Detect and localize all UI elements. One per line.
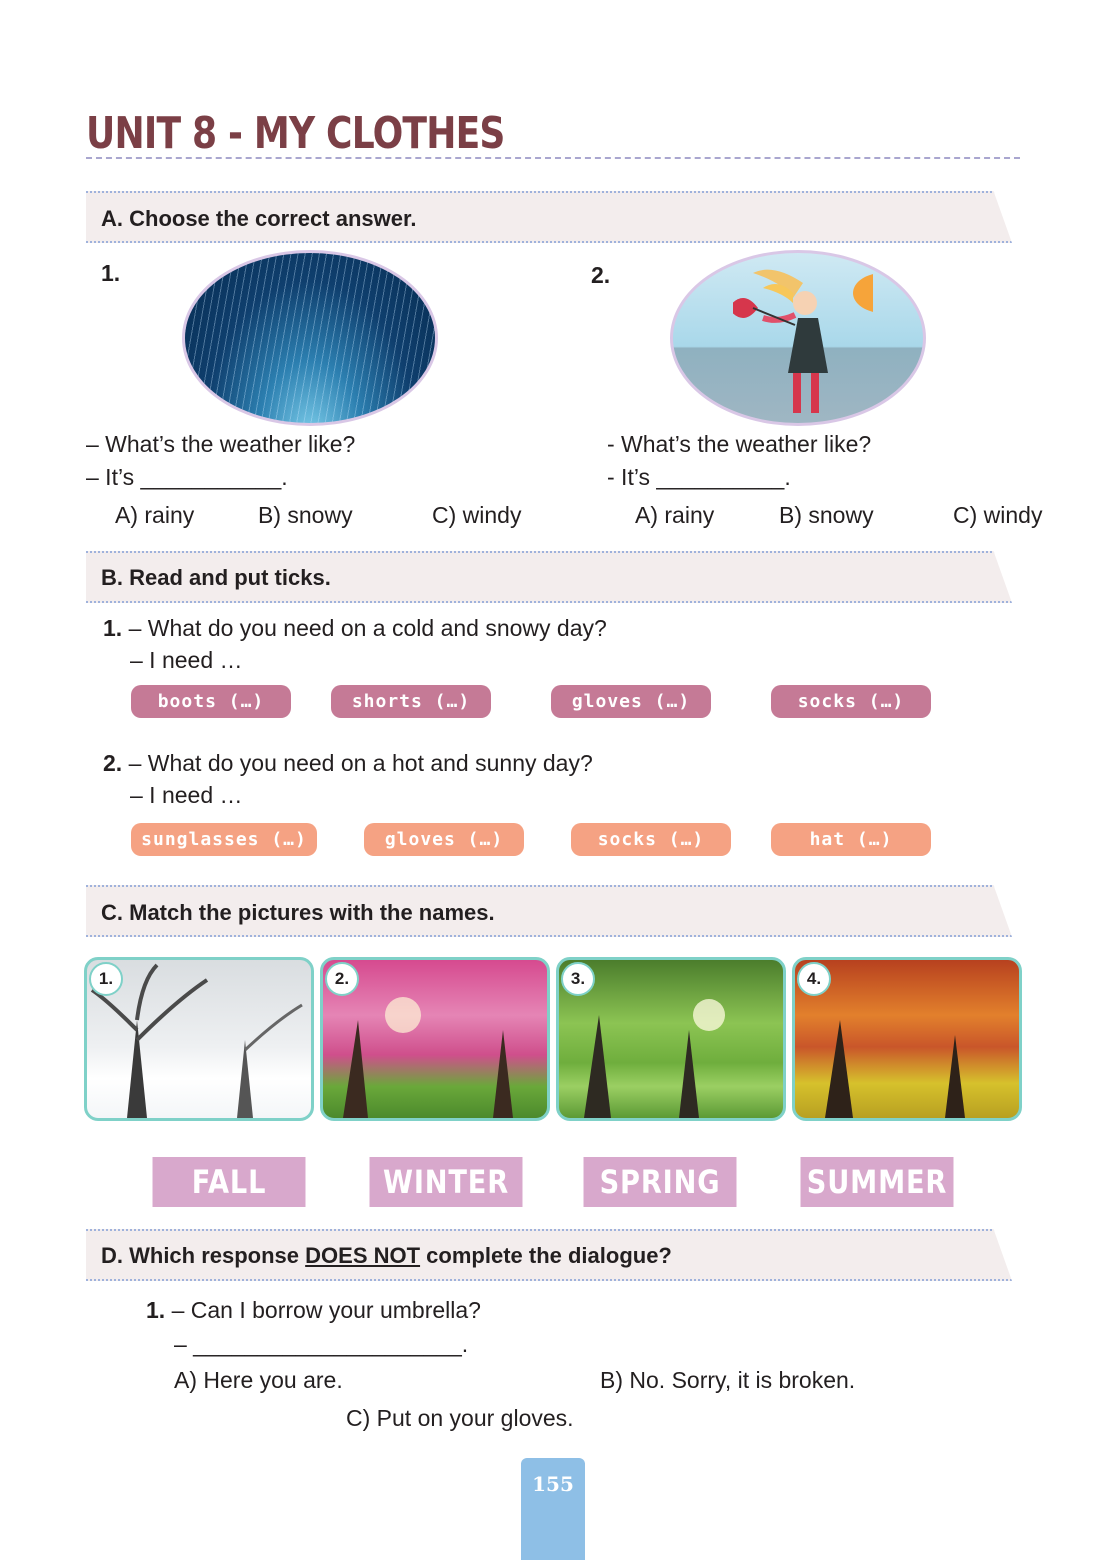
section-d-heading-prefix: D. Which response — [101, 1243, 306, 1268]
season-label-summer[interactable]: SUMMER — [801, 1157, 954, 1207]
d-q1-option-a[interactable]: A) Here you are. — [174, 1367, 343, 1393]
photo-4-badge: 4. — [797, 962, 831, 996]
section-c-heading: C. Match the pictures with the names. — [101, 900, 495, 925]
a-q2-option-a[interactable]: A) rainy — [635, 502, 715, 528]
page-number: 155 — [532, 1472, 574, 1496]
b-q2-item-gloves[interactable]: gloves (…) — [364, 823, 524, 856]
d-q1-number: 1. — [146, 1297, 166, 1323]
photo-autumn-trees — [792, 957, 1022, 1121]
photo-1-badge: 1. — [89, 962, 123, 996]
section-d-heading — [101, 1243, 672, 1269]
a-q2-number: 2. — [591, 262, 611, 288]
section-d-heading-suffix: complete the dialogue? — [420, 1243, 672, 1268]
b-q2-question: – What do you need on a hot and sunny day? — [122, 750, 593, 776]
a-q2-option-b[interactable]: B) snowy — [779, 502, 874, 528]
windy-weather-image — [670, 250, 926, 426]
photo-3-badge: 3. — [561, 962, 595, 996]
b-q1-item-socks[interactable]: socks (…) — [771, 685, 931, 718]
a-q1-question: – What’s the weather like? — [86, 431, 356, 457]
b-q1-answer: – I need … — [130, 647, 243, 673]
a-q1-option-a[interactable]: A) rainy — [115, 502, 195, 528]
d-q1-answer-blank: – _____________________. — [174, 1331, 469, 1357]
page-number-tab — [521, 1458, 585, 1560]
b-q1-item-gloves[interactable]: gloves (…) — [551, 685, 711, 718]
section-a-heading: A. Choose the correct answer. — [101, 206, 417, 231]
a-q2-option-c[interactable]: C) windy — [953, 502, 1043, 528]
season-label-spring[interactable]: SPRING — [584, 1157, 737, 1207]
b-q1-line — [103, 615, 607, 642]
b-q2-line — [103, 750, 593, 777]
photo-green-trees — [556, 957, 786, 1121]
b-q1-item-boots[interactable]: boots (…) — [131, 685, 291, 718]
d-q1-line — [146, 1297, 481, 1324]
season-label-fall[interactable]: FALL — [153, 1157, 306, 1207]
d-q1-option-c[interactable]: C) Put on your gloves. — [346, 1405, 574, 1431]
d-q1-question: – Can I borrow your umbrella? — [165, 1297, 481, 1323]
b-q2-item-hat[interactable]: hat (…) — [771, 823, 931, 856]
a-q1-number: 1. — [101, 260, 121, 286]
section-d-heading-emphasis: DOES NOT — [305, 1243, 421, 1268]
b-q1-number: 1. — [103, 615, 123, 641]
a-q1-option-c[interactable]: C) windy — [432, 502, 522, 528]
title-divider — [86, 157, 1020, 159]
season-label-winter[interactable]: WINTER — [370, 1157, 523, 1207]
b-q2-item-socks[interactable]: socks (…) — [571, 823, 731, 856]
a-q2-answer-blank: - It’s __________. — [607, 464, 791, 490]
woman-in-wind-icon — [733, 263, 873, 423]
a-q1-answer-blank: – It’s ___________. — [86, 464, 288, 490]
b-q2-item-sunglasses[interactable]: sunglasses (…) — [131, 823, 317, 856]
b-q1-item-shorts[interactable]: shorts (…) — [331, 685, 491, 718]
d-q1-option-b[interactable]: B) No. Sorry, it is broken. — [600, 1367, 856, 1393]
photo-pink-blossom-trees — [320, 957, 550, 1121]
b-q2-answer: – I need … — [130, 782, 243, 808]
section-b-heading: B. Read and put ticks. — [101, 565, 331, 590]
a-q2-question: - What’s the weather like? — [607, 431, 872, 457]
page-title: UNIT 8 - MY CLOTHES — [86, 108, 505, 159]
a-q1-option-b[interactable]: B) snowy — [258, 502, 353, 528]
photo-snowy-trees — [84, 957, 314, 1121]
rain-image — [182, 250, 438, 426]
photo-2-badge: 2. — [325, 962, 359, 996]
b-q1-question: – What do you need on a cold and snowy day? — [122, 615, 607, 641]
b-q2-number: 2. — [103, 750, 123, 776]
